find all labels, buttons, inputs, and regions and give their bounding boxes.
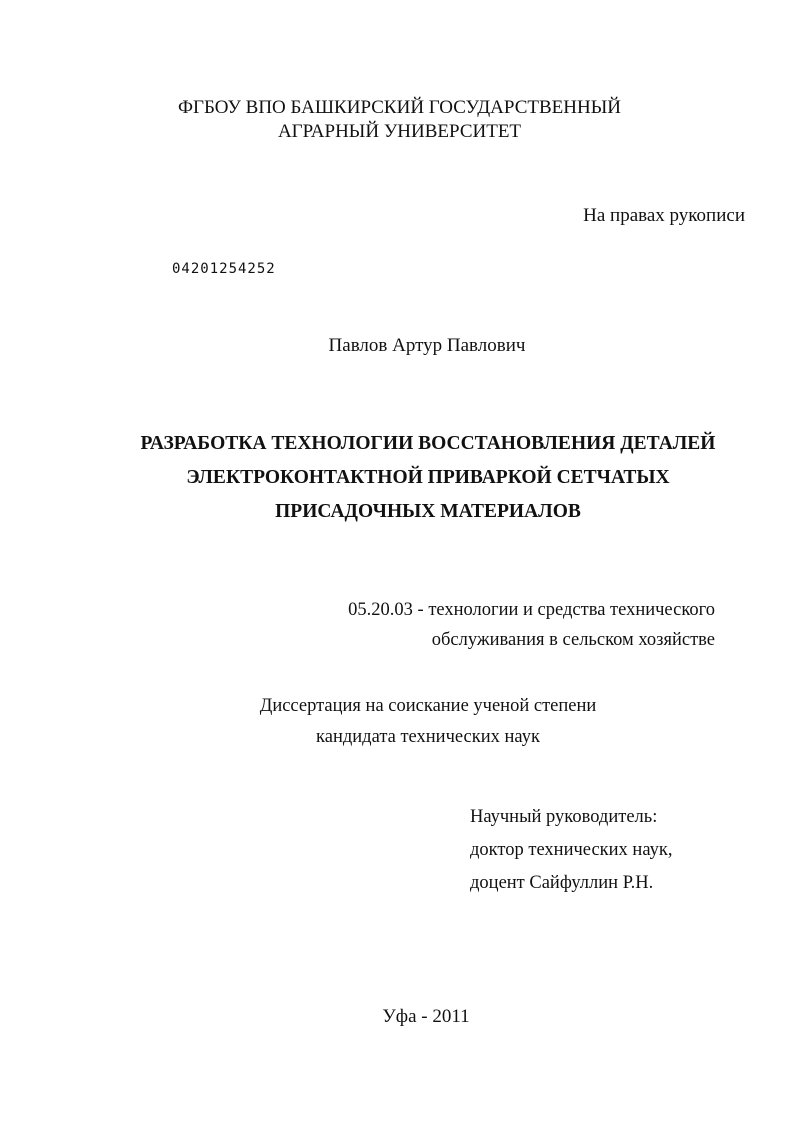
title-line-3: ПРИСАДОЧНЫХ МАТЕРИАЛОВ bbox=[275, 501, 581, 522]
organization-line-2: АГРАРНЫЙ УНИВЕРСИТЕТ bbox=[277, 121, 522, 142]
title-line-1: РАЗРАБОТКА ТЕХНОЛОГИИ ВОССТАНОВЛЕНИЯ ДЕТАЛЕЙ bbox=[140, 433, 716, 454]
degree-line-1: Диссертация на соискание ученой степени bbox=[259, 696, 597, 716]
specialty-line-2: обслуживания в сельском хозяйстве bbox=[431, 630, 715, 650]
dissertation-title bbox=[0, 427, 799, 529]
supervisor-label: Научный руководитель: bbox=[470, 807, 658, 827]
specialty-line-1: 05.20.03 - технологии и средства технического bbox=[348, 600, 715, 620]
rights-note: На правах рукописи bbox=[583, 205, 745, 226]
title-line-2: ЭЛЕКТРОКОНТАКТНОЙ ПРИВАРКОЙ СЕТЧАТЫХ bbox=[186, 467, 670, 488]
catalog-number: 04201254252 bbox=[172, 261, 276, 277]
supervisor-degree: доктор технических наук, bbox=[470, 840, 673, 860]
degree-line-2: кандидата технических наук bbox=[316, 727, 540, 747]
specialty bbox=[348, 595, 715, 655]
organization-line-1: ФГБОУ ВПО БАШКИРСКИЙ ГОСУДАРСТВЕННЫЙ bbox=[178, 97, 621, 118]
author-name: Павлов Артур Павлович bbox=[328, 335, 526, 356]
organization-name bbox=[0, 96, 799, 144]
degree-statement bbox=[0, 691, 799, 753]
supervisor-name: доцент Сайфуллин Р.Н. bbox=[470, 873, 654, 893]
supervisor-block bbox=[470, 801, 672, 900]
place-and-year: Уфа - 2011 bbox=[382, 1006, 470, 1027]
